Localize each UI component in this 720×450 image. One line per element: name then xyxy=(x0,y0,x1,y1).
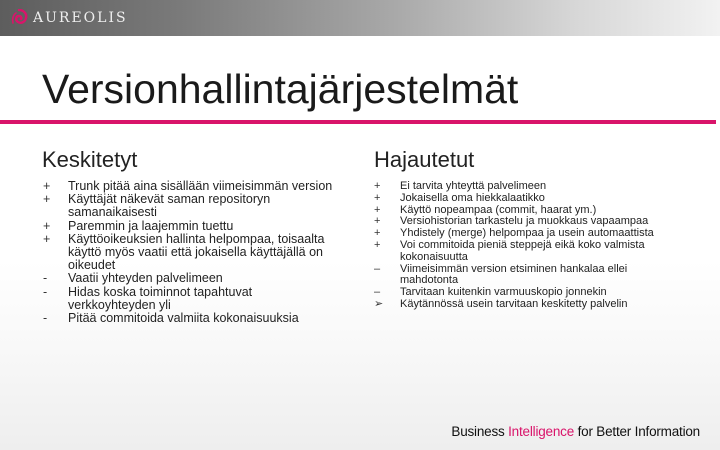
bullet-marker: + xyxy=(374,227,381,240)
list-item xyxy=(42,286,342,312)
bullet-marker: + xyxy=(43,179,51,193)
tagline-part-1: Business xyxy=(451,424,509,439)
footer-tagline xyxy=(451,424,700,439)
bullet-marker: + xyxy=(43,218,51,233)
list-item-text: Ei tarvita yhteyttä palvelimeen xyxy=(400,180,547,192)
list-item xyxy=(42,312,342,325)
list-item-text: Voi commitoida pieniä steppejä eikä koko valmista kokonaisuutta xyxy=(400,238,645,263)
list-item-text: Käyttö nopeampaa (commit, haarat ym.) xyxy=(400,203,597,216)
brand-logo xyxy=(10,7,128,29)
list-item-text: Yhdistely (merge) helpompaa ja usein automaattista xyxy=(400,227,654,240)
slide-title: Versionhallintajärjestelmät xyxy=(42,66,519,112)
list-item xyxy=(374,240,674,264)
list-item-text: Vaatii yhteyden palvelimeen xyxy=(68,271,223,286)
bullet-marker: + xyxy=(43,231,51,246)
bullet-marker: + xyxy=(374,180,381,192)
list-item-text: Jokaisella oma hiekkalaatikko xyxy=(400,191,545,204)
tagline-highlight: Intelligence xyxy=(508,424,575,439)
bullet-marker: – xyxy=(374,262,381,275)
bullet-marker: + xyxy=(374,238,381,251)
bullet-marker: ➢ xyxy=(374,297,384,310)
list-item xyxy=(42,233,342,273)
bullet-marker: + xyxy=(374,191,381,204)
bullet-marker: + xyxy=(374,203,381,216)
right-column-heading: Hajautetut xyxy=(374,147,475,172)
list-item-text: Trunk pitää aina sisällään viimeisimmän version xyxy=(68,179,333,193)
list-item xyxy=(374,299,674,311)
tagline-part-2: for Better Information xyxy=(574,424,700,439)
bullet-marker: - xyxy=(43,311,48,326)
bullet-marker: - xyxy=(43,284,48,299)
list-item-text: Tarvitaan kuitenkin varmuuskopio jonnekin xyxy=(400,286,607,299)
title-divider xyxy=(0,120,716,124)
left-column-heading: Keskitetyt xyxy=(42,147,138,172)
list-item-text: Versiohistorian tarkastelu ja muokkaus vapaampaa xyxy=(400,215,649,228)
bullet-marker: + xyxy=(374,215,381,228)
list-item xyxy=(42,193,342,219)
bullet-marker: - xyxy=(43,271,48,286)
list-item xyxy=(374,264,674,288)
bullet-marker: + xyxy=(43,192,51,207)
list-item-text: Käyttäjät näkevät saman repositoryn samanaikaisesti xyxy=(68,192,271,220)
list-item-text: Hidas koska toiminnot tapahtuvat verkkoyhteyden yli xyxy=(68,284,253,312)
logo-text: AUREOLIS xyxy=(33,10,128,26)
left-bullet-list xyxy=(42,180,342,325)
right-bullet-list xyxy=(374,181,674,311)
aureolis-swirl-icon xyxy=(10,9,28,27)
list-item-text: Paremmin ja laajemmin tuettu xyxy=(68,218,234,233)
list-item-text: Viimeisimmän version etsiminen hankalaa ellei mahdotonta xyxy=(400,262,628,287)
list-item-text: Pitää commitoida valmiita kokonaisuuksia xyxy=(68,311,299,326)
list-item-text: Käytännössä usein tarvitaan keskitetty palvelin xyxy=(400,297,628,310)
list-item-text: Käyttöoikeuksien hallinta helpompaa, toisaalta käyttö myös vaatii että jokaisella käyttäjällä on oikeudet xyxy=(68,231,325,273)
bullet-marker: – xyxy=(374,286,381,299)
